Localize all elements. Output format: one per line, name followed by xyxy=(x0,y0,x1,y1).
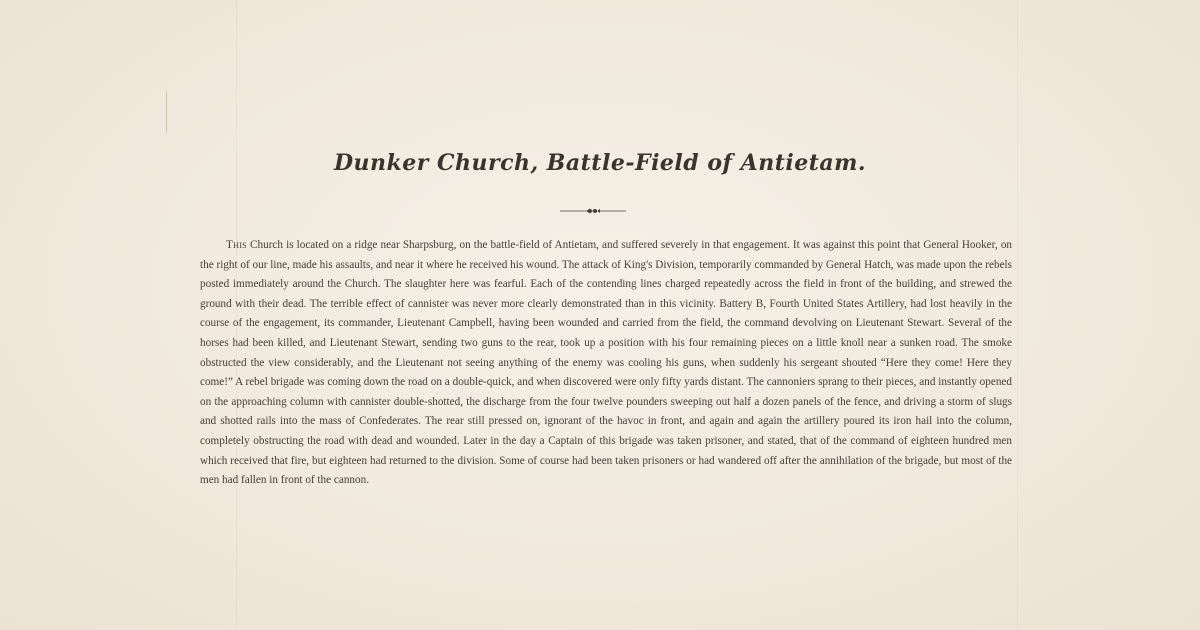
lead-word: This xyxy=(226,239,247,251)
divider-ornament-icon xyxy=(560,205,626,217)
paper-mark xyxy=(166,92,167,132)
body-paragraph xyxy=(200,236,1012,491)
body-text: Church is located on a ridge near Sharpsburg, on the battle-field of Antietam, and suffered severely in that engagement. It was against this point that General Hooker, on the right of our line, made his assaults, and near it where he received his wound. The attack of King's Division, temporarily commanded by General Hatch, was made upon the rebels posted immediately around the Church. The slaughter here was fearful. Each of the contending lines charged repeatedly across the field in front of the building, and strewed the ground with their dead. The terrible effect of cannister was never more clearly demonstrated than in this vicinity. Battery B, Fourth United States Artillery, had lost heavily in the course of the engagement, its commander, Lieutenant Campbell, having been wounded and carried from the field, the command devolving on Lieutenant Stewart. Several of the horses had been killed, and Lieutenant Stewart, sending two guns to the rear, took up a position with his four remaining pieces on a little knoll near a sunken road. The smoke obstructed the view considerably, and the Lieutenant not seeing anything of the enemy was cooling his guns, when suddenly his sergeant shouted “Here they come! Here they come!” A rebel brigade was coming down the road on a double-quick, and when discovered were only fifty yards distant. The cannoniers sprang to their pieces, and instantly opened on the approaching column with cannister double-shotted, the discharge from the four twelve pounders sweeping out half a dozen panels of the fence, and driving a storm of slugs and shotted rails into the mass of Confederates. The rear still pressed on, ignorant of the havoc in front, and again and again the artillery poured its iron hail into the column, completely obstructing the road with dead and wounded. Later in the day a Captain of this brigade was taken prisoner, and stated, that of the command of eighteen hundred men which received that fire, but eighteen had returned to the division. Some of course had been taken prisoners or had wandered off after the annihilation of the brigade, but most of the men had fallen in front of the cannon. xyxy=(200,239,1013,487)
page-title: Dunker Church, Battle-Field of Antietam. xyxy=(333,150,867,176)
